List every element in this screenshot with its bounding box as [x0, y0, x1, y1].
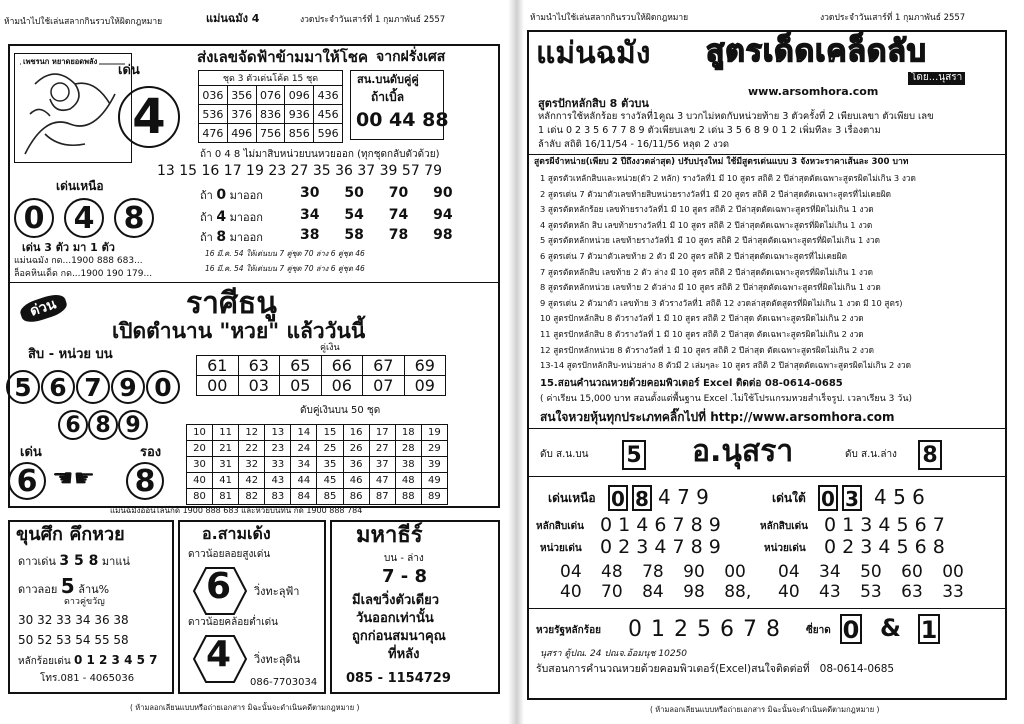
- addr-line1: นุสรา ตู้ปณ. 24 ปณจ.อ้อมนุช 10250: [540, 649, 688, 659]
- rn-tens-label: หลักสิบเด่น: [536, 521, 584, 532]
- khun-line3: ดาวคู่ขวัญ: [64, 597, 105, 607]
- khun-l1c: มาแน่: [101, 555, 130, 568]
- couple-cell: 03: [238, 376, 280, 396]
- rn-rest: 4 7 9: [658, 485, 709, 509]
- if-num: 78: [388, 227, 409, 243]
- lucky-cell: 356: [227, 86, 256, 105]
- brand-url[interactable]: www.arsomhora.com: [748, 85, 879, 98]
- maha-line5: ที่หลัง: [388, 647, 420, 662]
- rn-num: 90: [683, 562, 705, 582]
- bar-right-digit: 8: [918, 440, 942, 470]
- khun-line1: [18, 554, 130, 569]
- cartoon-image: [14, 53, 132, 163]
- lucky-cell: 436: [314, 86, 343, 105]
- sam-title: อ.สามเด้ง: [202, 524, 271, 543]
- lucky-cell: 756: [256, 124, 285, 143]
- formula-item: 11 สูตรปักหลักสิบ 8 ตัวรางวัลที่ 1 มี 10 สูตร สถิติ 2 ปีล่าสุด ตัดเฉพาะสูตรผิดไม่เกิน 2 งวด: [540, 329, 864, 339]
- intro-line2: หลักการใช้หลักร้อย รางวัลที่1คูณ 3 บวกไม่หดกับหน่วยท้าย 3 ตัวครั้งที่ 2 เพียบเลขา ตัวเพียบ เลข: [538, 111, 934, 122]
- rs-num: 60: [901, 562, 923, 582]
- cartoon-caption: เพชรนก หยาดยอดพลัง: [23, 57, 98, 66]
- khun-row: 30 32 33 34 36 38: [18, 613, 129, 627]
- grid-title: ดับคู่เงินบน 50 ชุด: [300, 405, 381, 416]
- grid-cell: 14: [291, 425, 317, 441]
- rs-row1: [778, 564, 964, 582]
- rn-row2: [560, 584, 751, 602]
- rn-tens: 0 1 4 6 7 8 9: [600, 514, 721, 536]
- brand-by: โดย...นุสรา: [908, 72, 965, 85]
- khun-l1a: ดาวเด่น: [18, 555, 56, 568]
- couple-cell: 05: [280, 376, 322, 396]
- grid-cell: 81: [213, 489, 239, 505]
- intro-line4: ล้าลับ สถิติ 16/11/54 - 16/11/56 หลุด 2 งวด: [538, 139, 730, 150]
- grid-cell: 21: [213, 441, 239, 457]
- grid-cell: 19: [421, 425, 447, 441]
- sib-digit: 9: [118, 410, 148, 440]
- maha-line3: วันออกเท่านั้น: [356, 611, 434, 626]
- grid-cell: 20: [187, 441, 213, 457]
- sam-text-1: วิ่งทะลุฟ้า: [254, 585, 300, 598]
- formula-item: 13-14 สูตรปักหลักสิบ-หน่วยล่าง 8 ตัวมี 2 เล่มๆละ 10 สูตร สถิติ 2 ปีล่าสุดตัดเฉพาะสูตรผิดไม่เกิน 2 งวด: [540, 360, 912, 371]
- grid-cell: 40: [187, 473, 213, 489]
- divider: [527, 608, 1007, 609]
- if-num: 90: [433, 185, 453, 201]
- khun-phone: โทร.081 - 4065036: [40, 673, 135, 684]
- rs-tens-label: หลักสิบเด่น: [760, 521, 808, 532]
- khun-row: 50 52 53 54 55 58: [18, 633, 129, 647]
- if-num: 38: [300, 227, 320, 243]
- pointing-hands-icon: ☚☛: [52, 464, 96, 492]
- grid-cell: 48: [395, 473, 421, 489]
- maha-nums: 7 - 8: [382, 566, 428, 587]
- rs-label: เด่นใต้: [772, 491, 806, 505]
- if-pre: ถ้า: [200, 189, 213, 202]
- france-sub2: ถ้าเบิ้ล: [371, 90, 405, 104]
- formula-item: 1 สูตรตัวเหลักสิบและหน่วย(ตัว 2 หลัก) รางวัลที่1 มี 10 สูตร สถิติ 2 ปีล่าสุดตัดเฉพาะสูตรผิดไม่เกิน 3 งวด: [540, 173, 916, 183]
- france-sub1: สน.บนดับคู่คู่: [357, 73, 419, 86]
- if-mid: มาออก: [229, 189, 263, 202]
- lucky-cell: 036: [199, 86, 228, 105]
- if-num: 54: [344, 207, 364, 223]
- rn-num: 78: [642, 562, 664, 582]
- sam-text-2: วิ่งทะลุดิน: [254, 653, 301, 666]
- lucky-cell: 536: [199, 105, 228, 124]
- rn-num: 88,: [724, 582, 752, 602]
- grid-cell: 46: [343, 473, 369, 489]
- sam-digit-1: 6: [206, 566, 232, 607]
- hundreds-zt: ซี่ยาด: [806, 625, 831, 636]
- couple-table: [196, 355, 446, 396]
- sam-digit-2: 4: [206, 634, 232, 675]
- grid-cell: 18: [395, 425, 421, 441]
- page-gutter: [508, 0, 524, 724]
- fee-line: ( ค่าเรียน 15,000 บาท สอนตั้งแต่พื้นฐาน Excel .ไม่ใช้โปรแกรมหวยสำเร็จรูป. เวลาเรียน 3 วัน): [540, 394, 912, 404]
- rs-digit: 0: [818, 485, 838, 511]
- maha-box: [330, 520, 500, 694]
- if-num: 94: [433, 207, 453, 223]
- grid-cell: 23: [265, 441, 291, 457]
- grid-cell: 26: [343, 441, 369, 457]
- lucky-cell: 476: [199, 124, 228, 143]
- lucky-cell: 076: [256, 86, 285, 105]
- rs-num: 40: [778, 582, 800, 602]
- couple-cell: 00: [197, 376, 239, 396]
- grid-cell: 36: [343, 457, 369, 473]
- left-header-date: งวดประจำวันเสาร์ที่ 1 กุมภาพันธ์ 2557: [300, 15, 446, 25]
- right-warning: ห้ามนำไปใช้เล่นสลากกินรวบให้ผิดกฎหมาย: [530, 13, 689, 23]
- north-digit: 0: [14, 198, 54, 238]
- couple-label: คู่เงิน: [320, 343, 340, 353]
- grid-cell: 45: [317, 473, 343, 489]
- couple-cell: 09: [404, 376, 446, 396]
- grid-cell: 84: [291, 489, 317, 505]
- rn-num: 40: [560, 582, 582, 602]
- grid-cell: 82: [239, 489, 265, 505]
- if-nums: [300, 186, 453, 201]
- lucky-cell: 856: [285, 124, 314, 143]
- rn-num: 98: [683, 582, 705, 602]
- rs-num: 33: [942, 582, 964, 602]
- grid-cell: 33: [265, 457, 291, 473]
- couple-cell: 06: [321, 376, 363, 396]
- left-warning: ห้ามนำไปใช้เล่นสลากกินรวบให้ผิดกฎหมาย: [4, 17, 163, 27]
- right-header-date: งวดประจำวันเสาร์ที่ 1 กุมภาพันธ์ 2557: [820, 13, 966, 23]
- grid-cell: 17: [369, 425, 395, 441]
- grid-cell: 35: [317, 457, 343, 473]
- if-num: 34: [300, 207, 320, 223]
- khun-l4b: 0 1 2 3 4 5 7: [73, 653, 158, 667]
- couple-cell: 66: [321, 356, 363, 376]
- if-pre: ถ้า: [200, 211, 213, 224]
- grid-cell: 38: [395, 457, 421, 473]
- rn-digit: 8: [632, 485, 652, 511]
- if-digit: 0: [216, 187, 227, 203]
- bar-left-label: ดับ ส.น.บน: [540, 449, 589, 460]
- rn-row1: [560, 564, 746, 582]
- lucky-cell: 456: [314, 105, 343, 124]
- sib-digit: 8: [88, 410, 118, 440]
- if-num: 30: [300, 185, 320, 201]
- grid-cell: 15: [317, 425, 343, 441]
- if-digit: 4: [216, 209, 227, 225]
- couple-cell: 63: [238, 356, 280, 376]
- rs-num: 53: [860, 582, 882, 602]
- north-digit: 4: [64, 198, 104, 238]
- rs-units: 0 2 3 4 5 6 8: [824, 536, 945, 558]
- khun-line2: [18, 576, 109, 597]
- rs-num: 34: [819, 562, 841, 582]
- maha-line1: บน - ล่าง: [384, 553, 424, 564]
- sib-label: สิบ - หน่วย บน: [28, 347, 113, 362]
- north-phone-2: ล็อคหินเด็ด กด...1900 190 179...: [14, 269, 153, 279]
- rasi-title: ราศีธนู: [186, 286, 277, 321]
- formula-item: 6 สูตรเด่น 7 ตัวมาตัวเลขท้าย 2 ตัว มี 20 สูตร สถิติ 2 ปีล่าสุดตัดเฉพาะสูตรที่ไม่เคยผิด: [540, 251, 848, 261]
- grid-cell: 83: [265, 489, 291, 505]
- lucky-table-title: ชุด 3 ตัวเด่นโค้ด 15 ชุด: [199, 71, 343, 86]
- grid-cell: 12: [239, 425, 265, 441]
- couple-cell: 07: [363, 376, 405, 396]
- rs-num: 43: [819, 582, 841, 602]
- grid-cell: 29: [421, 441, 447, 457]
- france-nums: 00 44 88: [356, 109, 449, 131]
- grid-cell: 27: [369, 441, 395, 457]
- grid-cell: 13: [265, 425, 291, 441]
- single-digit: 4: [118, 86, 180, 148]
- sib-digit: 7: [76, 370, 110, 404]
- if-num: 98: [433, 227, 453, 243]
- if-digit: 8: [216, 229, 227, 245]
- khun-l4a: หลักร้อยเด่น: [18, 656, 71, 667]
- formula-item: 7 สูตรตัดหลักสิบ เลขท้าย 2 ตัว ล่าง มี 10 สูตร สถิติ 2 ปีล่าสุดตัดเฉพาะสูตรที่ผิดไม่เกิน 1 งวด: [540, 266, 874, 277]
- grid-cell: 31: [213, 457, 239, 473]
- formula-item: 3 สูตรตัดหลักร้อย เลขท้ายรางวัลที่1 มี 10 สูตร สถิติ 2 ปีล่าสุดตัดเฉพาะสูตรที่ผิดไม่เกิน 1 งวด: [540, 204, 874, 215]
- list-header: สูตรผีจำหน่าย(เพียบ 2 ปีถึงงวดล่าสุด) ปรับปรุงใหม่ ใช้มีสูตรเด่นแบบ 3 จังหวะราคาเส้นละ 300 บาท: [534, 157, 909, 167]
- rn-units-label: หน่วยเด่น: [540, 543, 582, 554]
- khun-l1b: 3 5 8: [59, 553, 99, 569]
- rs-num: 50: [860, 562, 882, 582]
- couple-cell: 61: [197, 356, 239, 376]
- if-mid: มาออก: [229, 231, 263, 244]
- excel-line: 15.สอนคำนวณหวยด้วยคอมพิวเตอร์ Excel ติดต่อ 08-0614-0685: [540, 378, 843, 389]
- if-num: 70: [388, 185, 409, 201]
- if-nums: [300, 228, 453, 243]
- sam-box: [178, 520, 326, 694]
- sib-digit: 9: [111, 370, 145, 404]
- den-digit: 6: [8, 462, 46, 500]
- grid-cell: 37: [369, 457, 395, 473]
- grid-cell: 89: [421, 489, 447, 505]
- left-footer: ( ห้ามลอกเลียนแบบหรือถ่ายเอกสาร มิฉะนั้นจะดำเนินคดีตามกฎหมาย ): [130, 703, 360, 712]
- khun-l2a: ดาวลอย: [18, 583, 58, 596]
- grid-cell: 42: [239, 473, 265, 489]
- left-header-title: แม่นฉมัง 4: [206, 12, 260, 25]
- cond-line: ถ้า 0 4 8 ไม่มาสิบหน่วยบนหวยออก (ทุกชุดกลับตัวด้วย): [200, 149, 440, 160]
- rn-label: เด่นเหนือ: [548, 491, 596, 505]
- grid-cell: 11: [213, 425, 239, 441]
- couple-cell: 67: [363, 356, 405, 376]
- north-phone-1: แม่นฉมัง กด...1900 888 683...: [14, 256, 143, 266]
- lucky-cell: 596: [314, 124, 343, 143]
- divider: [8, 282, 500, 283]
- intro-line3: 1 เด่น 0 2 3 5 6 7 7 8 9 ตัวเพียบเลข 2 เด่น 3 5 6 8 9 0 1 2 เพิ่มทีละ 3 เรื่องตาม: [538, 125, 881, 136]
- sam-phone: 086-7703034: [250, 677, 318, 688]
- france-title: จากฝรั่งเศส: [376, 49, 446, 65]
- grid-cell: 10: [187, 425, 213, 441]
- addr-line2: [536, 664, 894, 675]
- rasi-footer: แม่นฉมังออนไลน์กด 1900 888 683 และหวยบนทิน กด 1900 888 784: [110, 506, 363, 515]
- rn-num: 48: [601, 562, 623, 582]
- formula-item: 2 สูตรเด่น 7 ตัวมาตัวเลขท้ายสิบหน่วยรางวัลที่1 มี 20 สูตร สถิติ 2 ปีล่าสุดตัดเฉพาะสูตรที่ไม่เคยผิด: [540, 188, 892, 199]
- grid-cell: 47: [369, 473, 395, 489]
- grid-cell: 41: [213, 473, 239, 489]
- addr-phone: 08-0614-0685: [819, 663, 895, 675]
- interest-line[interactable]: สนใจหวยหุ้นทุกประเภทคลิ๊กไปที่ http://www.arsomhora.com: [540, 410, 895, 424]
- brand-name: แม่นฉมัง: [536, 36, 651, 71]
- formula-item: 8 สูตรตัดหลักหน่วย เลขท้าย 2 ตัวล่าง มี 10 สูตร สถิติ 2 ปีล่าสุดตัดเฉพาะสูตรที่ผิดไม่เกิน 1 งวด: [540, 282, 881, 293]
- grid-cell: 87: [369, 489, 395, 505]
- maha-phone: 085 - 1154729: [346, 671, 451, 686]
- lucky-cell: 096: [285, 86, 314, 105]
- history-line: 16 มี.ค. 54 ให้เด่นบน 7 คู่ชุด 70 ล่าง 6 คู่ชุด 46: [205, 264, 365, 273]
- rs-num: 00: [942, 562, 964, 582]
- grid-cell: 88: [395, 489, 421, 505]
- maha-line4: ถูกก่อนสมนาคุณ: [352, 629, 446, 644]
- single-label: เด่น: [118, 63, 140, 78]
- lucky-title: ส่งเลขจัดฟ้าข้ามมาให้โชค: [197, 48, 368, 66]
- if-row: [200, 188, 263, 203]
- hundreds-label: หวยรัฐหลักร้อย: [536, 625, 601, 636]
- rs-rest: 4 5 6: [874, 485, 925, 509]
- khun-l2b: 5: [60, 574, 75, 598]
- maha-title: มหาธีร์: [356, 523, 423, 548]
- grid-cell: 25: [317, 441, 343, 457]
- divider: [527, 428, 1007, 429]
- grid-50: [186, 424, 448, 505]
- if-num: 58: [344, 227, 364, 243]
- hundreds-d2: 1: [918, 614, 940, 644]
- history-line: 16 มี.ค. 54 ให้เด่นบน 7 คู่ชุด 70 ล่าง 6 คู่ชุด 46: [205, 249, 365, 258]
- grid-cell: 32: [239, 457, 265, 473]
- urgent-badge: ด่วน: [18, 291, 69, 325]
- formula-item: 9 สูตรเด่น 2 ตัวมาตัว เลขท้าย 3 ตัวรางวัลที่1 สถิติ 12 งวดล่าสุดตัดสูตรที่ผิดไม่เกิน 1 งวด มี 10 สูตร): [540, 297, 903, 308]
- rs-digit: 3: [842, 485, 862, 511]
- khun-title: ขุนศึก คึกหวย: [16, 524, 125, 545]
- grid-cell: 22: [239, 441, 265, 457]
- sam-line1: ดาวน้อยลอยสูงเด่น: [188, 549, 271, 560]
- bar-right-label: ดับ ส.น.ล่าง: [845, 449, 897, 460]
- rn-num: 04: [560, 562, 582, 582]
- grid-cell: 16: [343, 425, 369, 441]
- hundreds-amp: &: [880, 614, 901, 642]
- addr-text: รับสอนการคำนวณหวยด้วยคอมพิวเตอร์(Excel)สนใจติดต่อที่: [536, 663, 810, 675]
- rs-num: 63: [901, 582, 923, 602]
- khun-box: [8, 520, 174, 694]
- formula-item: 12 สูตรปักหลักหน่วย 8 ตัวรางวัลที่ 1 มี 10 สูตร สถิติ 2 ปีล่าสุด ตัดเฉพาะสูตรผิดไม่เกิน 2 งวด: [540, 344, 874, 355]
- divider: [527, 154, 1007, 155]
- if-row: [200, 210, 263, 225]
- hundreds-d1: 0: [840, 614, 862, 644]
- grid-cell: 44: [291, 473, 317, 489]
- rn-num: 70: [601, 582, 623, 602]
- rn-num: 00: [724, 562, 746, 582]
- lucky-cell: 496: [227, 124, 256, 143]
- grid-cell: 49: [421, 473, 447, 489]
- khun-l2c: ล้าน%: [78, 583, 110, 596]
- grid-cell: 80: [187, 489, 213, 505]
- sam-line2: ดาวน้อยคล้อยต่ำเด่น: [188, 617, 278, 628]
- rong-label: รอง: [140, 445, 162, 460]
- formula-item: 4 สูตรตัดหลัก สิบ เลขท้ายรางวัลที่1 มี 10 สูตร สถิติ 2 ปีล่าสุดตัดเฉพาะสูตรที่ผิดไม่เกิน 1 งวด: [540, 219, 873, 230]
- grid-cell: 86: [343, 489, 369, 505]
- lucky-cell: 836: [256, 105, 285, 124]
- cond-nums: 13 15 16 17 19 23 27 35 36 37 39 57 79: [157, 163, 442, 179]
- rn-num: 84: [642, 582, 664, 602]
- if-num: 50: [344, 185, 364, 201]
- north-digit: 8: [114, 198, 154, 238]
- grid-cell: 85: [317, 489, 343, 505]
- couple-cell: 65: [280, 356, 322, 376]
- lucky-cell: 376: [227, 105, 256, 124]
- lucky-table: [198, 70, 343, 143]
- bar-left-digit: 5: [622, 440, 646, 470]
- right-footer: ( ห้ามลอกเลียนแบบหรือถ่ายเอกสาร มิฉะนั้นจะดำเนินคดีตามกฎหมาย ): [650, 705, 880, 714]
- sib-digit: 5: [6, 370, 40, 404]
- brand-formula: สูตรเด็ดเคล็ดลับ: [706, 34, 927, 69]
- rs-row2: [778, 584, 964, 602]
- north-label: เด่นเหนือ: [56, 179, 104, 193]
- khun-line4: [18, 654, 157, 668]
- rn-digit: 0: [608, 485, 628, 511]
- formula-item: 5 สูตรตัดหลักหน่วย เลขท้ายรางวัลที่1 มี 10 สูตร สถิติ 2 ปีล่าสุดตัดเฉพาะสูตรที่ผิดไม่เกิน 1 งวด: [540, 235, 880, 246]
- sib-digit: 0: [146, 370, 180, 404]
- north-caption: เด่น 3 ตัว มา 1 ตัว: [22, 241, 115, 254]
- rasi-subtitle: เปิดตำนาน "หวย" แล้ววันนี้: [112, 319, 366, 343]
- rong-digit: 8: [126, 462, 164, 500]
- rn-units: 0 2 3 4 7 8 9: [600, 536, 721, 558]
- intro-line1: สูตรปักหลักสิบ 8 ตัวบน: [538, 97, 649, 110]
- lucky-cell: 936: [285, 105, 314, 124]
- rs-num: 04: [778, 562, 800, 582]
- maha-line2: มีเลขวิ่งตัวเดียว: [352, 593, 440, 608]
- den-label: เด่น: [20, 445, 42, 460]
- if-row: [200, 230, 263, 245]
- if-pre: ถ้า: [200, 231, 213, 244]
- rs-tens: 0 1 3 4 5 6 7: [824, 514, 945, 536]
- couple-cell: 69: [404, 356, 446, 376]
- if-mid: มาออก: [229, 211, 263, 224]
- rs-units-label: หน่วยเด่น: [764, 543, 806, 554]
- france-box: [350, 70, 449, 140]
- grid-cell: 43: [265, 473, 291, 489]
- grid-cell: 28: [395, 441, 421, 457]
- divider: [527, 476, 1007, 477]
- sib-digit: 6: [41, 370, 75, 404]
- if-num: 74: [388, 207, 409, 223]
- hundreds-digits: 0 1 2 5 6 7 8: [628, 617, 781, 642]
- if-nums: [300, 208, 453, 223]
- formula-item: 10 สูตรปักหลักสิบ 8 ตัวรางวัลที่ 1 มี 10 สูตร สถิติ 2 ปีล่าสุด ตัดเฉพาะสูตรผิดไม่เกิน 2 งวด: [540, 313, 864, 324]
- grid-cell: 39: [421, 457, 447, 473]
- sib-digit: 6: [58, 410, 88, 440]
- grid-cell: 30: [187, 457, 213, 473]
- mermaid-illustration-icon: [15, 54, 131, 162]
- bar-name: อ.นุสรา: [692, 434, 794, 469]
- grid-cell: 34: [291, 457, 317, 473]
- grid-cell: 24: [291, 441, 317, 457]
